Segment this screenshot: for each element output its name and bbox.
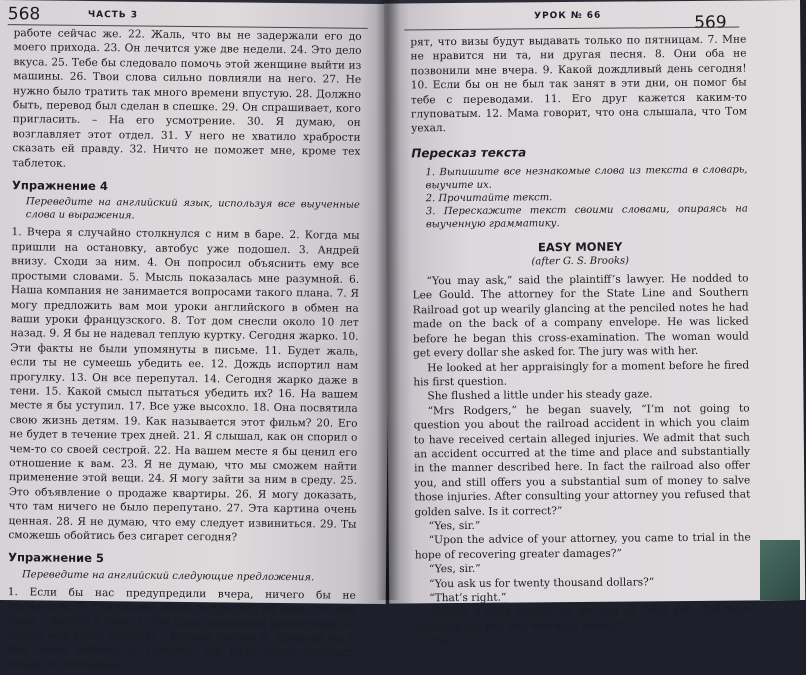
story-paragraph: “That’s right.” — [429, 591, 507, 605]
story-paragraph: She flushed a little under his steady gaze. — [427, 388, 653, 403]
tablecloth-corner — [760, 540, 800, 600]
story-body — [412, 272, 751, 649]
right-running-head: УРОК № 66 — [534, 10, 602, 22]
left-top-text: работе сейчас же. 22. Жаль, что вы не задержали его до моего прихода. 23. Он лечится уже две недели. 24. Это дело вкуса. 25. Тебе бы следовало помочь этой женщине выйти из машины. 26. Твои слова сильно повлияли на него. 27. Не нужно было тратить так много времени впустую. 28. Должно быть, перевод был сделан в спешке. 29. Он спрашивает, кого пригласить. – На его усмотрение. 30. Я думаю, он возглавляет этот отдел. 31. У него не хватило храбрости сказать ей правду. 32. Ничто не поможет мне, кроме тех таблеток. — [12, 27, 362, 170]
retell-title: Пересказ текста — [411, 145, 527, 161]
story-paragraph: “No.” — [429, 635, 460, 648]
story-paragraph: “Upon the advice of your attorney, you came to trial in the hope of recovering greater damages?” — [414, 531, 751, 562]
ex4-instruction: Переведите на английский язык, используя все выученные слова и выражения. — [25, 196, 360, 222]
story-paragraph: He looked at her appraisingly for a moment before he fired his first question. — [413, 358, 750, 389]
book-gutter-shadow — [376, 0, 400, 600]
right-page — [384, 0, 805, 648]
retell-step-1: 1. Выпишите все незнакомые слова из текста в словарь, выучите их. — [425, 164, 748, 192]
story-paragraph: “Yes, sir.” — [428, 519, 481, 533]
story-paragraph: “Speak a little louder, so we can all hear you. Did your attorney tell you this was easy money?” — [415, 603, 752, 634]
ex5-text: 1. Если бы нас предупредили вчера, ничего бы не произошло. 2. Том сказал своей сестре, что он знал, что она ушла с работы в пять. 3. Это Саша выключил магнитофон. 4. Какую мне взять кассету? – Возьми любую. 5. Приходи же к нам после работы. 6. Говорят, что визы будут выдавать только по пятницам. — [6, 585, 356, 672]
retell-step-3: 3. Перескажите текст своими словами, опираясь на выученную грамматику. — [425, 203, 748, 231]
ex4-title: Упражнение 4 — [11, 178, 108, 194]
story-paragraph: “Yes, sir.” — [428, 562, 481, 576]
right-page-number: 569 — [694, 12, 727, 33]
left-text-block — [7, 26, 362, 675]
story-paragraph: “Mrs Rodgers,” he began suavely, “I’m not going to question you about the railroad accident in which you claim to have received certain alleged injuries. We admit that such an accident occurred at the time and place and substantially in the manner described here. In fact the railroad also offer you, and still offers you a substantial sum of money to salve those injuries. After consulting your attorney you refused that golden salve. Is it correct?” — [413, 402, 751, 518]
right-top-text: рят, что визы будут выдавать только по пятницам. 7. Мне не нравится ни та, ни другая песня. 8. Они оба не позвонили мне вчера. 9. Какой дождливый день сегодня! 10. Если бы он не был так занят в эти дни, он помог бы тебе с переводами. 11. Его друг кажется каким-то глуповатым. 12. Мама говорит, что она слышала, что Том уехал. — [410, 33, 748, 135]
ex4-text: 1. Вчера я случайно столкнулся с ним в баре. 2. Когда мы пришли на остановку, автобус уже подошел. 3. Андрей внизу. Сходи за ним. 4. Он попросил объяснить ему все простыми словами. 5. Мысль показалась мне разумной. 6. Наша компания не занимается вопросами такого плана. 7. Я могу предложить вам мои уроки английского в обмен на ваши уроки французского. 8. Тот дом снесли около 10 лет назад. 9. Я бы не надевал теплую куртку. Сегодня жарко. 10. Эти факты не были упомянуты в письме. 11. Будет жаль, если ты не сумеешь убедить ее. 12. Дождь испортил нам прогулку. 13. Он все перепутал. 14. Сегодня жарко даже в тени. 15. Какой смысл пытаться убедить их? 16. На вашем месте я бы уступил. 17. Все уже высохло. 18. Она посвятила свою жизнь детям. 19. Как называется этот фильм? 20. Его не будет в течение трех дней. 21. Я слышал, как он спорил о чем-то со своей сестрой. 22. На вашем месте я бы ценил его отношение к вам. 23. Я не думаю, что мы сможем найти применение этой вещи. 24. Я могу зайти за ним в среду. 25. Это объявление о продаже квартиры. 26. Я могу доказать, что там ничего не было перепутано. 27. Эта картина очень ценная. 28. Я не думаю, что ему следует извиниться. 29. Ты сможешь обойтись без сигарет сегодня? — [8, 226, 360, 544]
right-text-block — [410, 32, 751, 649]
ex5-title: Упражнение 5 — [8, 550, 105, 566]
ex5-instruction: Переведите на английский следующие предложения. — [21, 569, 315, 584]
left-page — [0, 0, 392, 672]
story-paragraph: “You ask us for twenty thousand dollars?” — [429, 575, 655, 590]
left-running-head: ЧАСТЬ 3 — [87, 9, 139, 21]
story-title: EASY MONEY — [537, 239, 623, 255]
retell-step-2: 2. Прочитайте текст. — [425, 192, 553, 205]
right-header-rule — [404, 27, 739, 31]
left-page-number: 568 — [7, 4, 41, 25]
story-paragraph: “You may ask,” said the plaintiff’s lawyer. He nodded to Lee Gould. The attorney for the State Line and Southern Railroad got up wearily glancing at the penciled notes he had made on the back of a company envelope. He was licked before he began this cross-examination. The woman would get every dollar she asked for. The jury was with her. — [412, 272, 749, 360]
story-author: (after G. S. Brooks) — [531, 255, 630, 268]
